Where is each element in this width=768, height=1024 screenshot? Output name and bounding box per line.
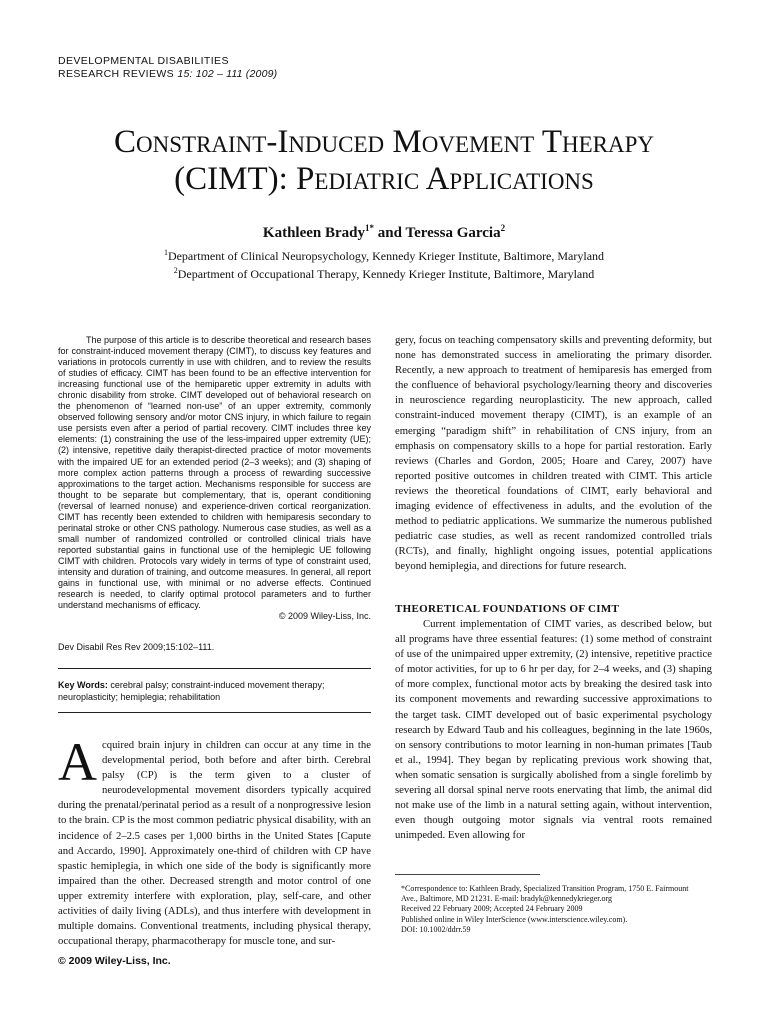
journal-issue: 15: 102 – 111 (2009) [177,68,278,80]
affiliation-1-text: Department of Clinical Neuropsychology, Kennedy Krieger Institute, Baltimore, Maryland [167,249,605,263]
affiliation-1-sup: 1 [163,248,168,257]
footnote-rule [395,874,540,875]
affiliation-2 [0,266,768,282]
journal-name-line1: DEVELOPMENTAL DISABILITIES [58,55,229,67]
section-text: Current implementation of CIMT varies, as described below, but all programs have three essential features: (1) some method of constraint of use of the unimpaired upper extremity, (2) intensive, repetitive practice of motor activities, for up to 6 hr per day, for 2–4 weeks, and (3) shaping of more complex, functional motor acts by breaking the desired task into its component movements and rewarding successive approximations to the target task. CIMT developed out of basic experimental psychology research by Edward Taub and his colleagues, beginning in the late 1960s, on sensory contributions to motor learning in non-human primates [Taub et al., 1994]. They began by replicating previous work showing that, when somatic sensation is surgically abolished from a single forelimb by severing all dorsal spinal nerve roots enervating that limb, the animal did not make use of the limb in a natural setting again, without intervention, even though outgoing motor signals via ventral roots remained unimpeded. Even allowing for [395,618,712,842]
journal-name-part: RESEARCH REVIEWS [58,68,175,80]
section-paragraph [395,617,712,843]
section-heading: THEORETICAL FOUNDATIONS OF CIMT [395,603,620,615]
footnote-line-3: Received 22 February 2009; Accepted 24 February 2009 [401,904,583,914]
affiliation-2-text: Department of Occupational Therapy, Kennedy Krieger Institute, Baltimore, Maryland [177,267,595,281]
keywords-bottom-rule [58,712,371,713]
author-2: Teressa Garcia [405,225,501,241]
footnote-line-1: *Correspondence to: Kathleen Brady, Specialized Transition Program, 1750 E. Fairmount [401,884,689,893]
affiliation-1 [0,248,768,264]
article-title [40,124,728,198]
right-column-text: gery, focus on teaching compensatory skills and preventing deformity, but none has demonstrated success in ameliorating the primary disorder. Recently, a new approach to treatment of hemiparesis has emerged from the confluence of behavioral psychology/learning theory and discoveries in neuroscience regarding neuroplasticity. The new approach, called constraint-induced movement therapy (CIMT), is an example of an emerging “paradigm shift” in rehabilitation of CNS injury, from an emphasis on compensatory skills to a hope for partial restoration. Early reviews (Charles and Gordon, 2005; Hoare and Carey, 2007) have reported positive outcomes in children treated with CIMT. This article reviews the theoretical foundations of CIMT, early behavioral and imaging evidence of effectiveness in adults, and the evolution of the method to pediatric applications. We summarize the numerous published pediatric case studies, as well as recent randomized controlled trials (RCTs), and finally, highlight ongoing issues, potential applications beyond hemiplegia, and directions for future research. [395,334,712,573]
abstract-copyright: © 2009 Wiley-Liss, Inc. [278,611,371,622]
author-1: Kathleen Brady [262,225,366,241]
abstract-text: The purpose of this article is to describe theoretical and research bases for constraint-induced movement therapy (CIMT), to discuss key features and variations in protocols currently in use with children, and to review the results of studies of efficacy. CIMT has been found to be an effective intervention for increasing functional use of the hemiparetic upper extremity in adults with chronic disability from stroke. CIMT developed out of behavioral research on the phenomenon of “learned non-use” of an upper extremity, commonly observed following sensory and/or motor CNS injury, in which failure to regain use persists even after a period of partial recovery. CIMT includes three key elements: (1) constraining the use of the less-impaired upper extremity (UE); (2) intensive, repetitive daily therapist-directed practice of motor movements with the impaired UE for an extended period (2–3 weeks); and (3) shaping of more complex action patterns through a process of rewarding successive approximations to the target action. Mechanisms responsible for success are thought to be separate but complementary, that is, operant conditioning (reversal of learned nonuse) and experience-driven cortical reorganization. CIMT has recently been extended to children with hemiparesis secondary to perinatal stroke or other CNS pathology. Numerous case studies, as well as a small number of randomized controlled or controlled clinical trials have reported substantial gains in functional use of the hemiplegic UE following CIMT with children. Protocols vary widely in terms of type of constraint used, intensity and duration of training, and outcome measures. In general, all report gains in functional use, with minimal or no adverse effects. Continued research is needed, to clarify optimal protocol parameters and to further understand mechanisms of efficacy. [58,335,371,611]
author-conjunction: and [374,225,406,241]
keywords-top-rule [58,668,371,669]
correspondence-footnote [401,884,711,935]
title-line-2: (CIMT): Pediatric Applications [174,161,594,197]
journal-name-line2 [58,68,277,81]
keywords [58,680,371,703]
abstract [58,335,371,622]
intro-text: cquired brain injury in children can occur at any time in the developmental period, both before and after birth. Cerebral palsy (CP) is the term given to a cluster of neurodevelopmental movement disorders typically acquired during the prenatal/perinatal period as a result of a nonprogressive lesion to the brain. CP is the most common pediatric physical disability, with an incidence of 2–2.5 cases per 1,000 births in the United States [Capute and Accardo, 1990]. Approximately one-third of children with CP have spastic hemiplegia, in which one side of the body is significantly more impaired than the other. Decreased strength and motor control of one upper extremity interfere with exploration, play, self-care, and other activities of daily living (ADLs), and thus interfere with development in multiple domains. Conventional treatments, including physical therapy, occupational therapy, pharmacotherapy for muscle tone, and sur- [58,739,371,948]
right-column-paragraph [395,333,712,575]
footnote-line-2: Ave., Baltimore, MD 21231. E-mail: bradyk@kennedykrieger.org [401,894,613,904]
intro-paragraph [58,732,371,949]
keywords-text: cerebral palsy; constraint-induced movement therapy; neuroplasticity; hemiplegia; rehabilitation [58,680,327,702]
title-line-1: Constraint-Induced Movement Therapy [114,124,654,160]
author-1-sup: 1* [365,223,375,233]
footer-copyright: © 2009 Wiley-Liss, Inc. [58,955,171,967]
footnote-line-5: DOI: 10.1002/ddrr.59 [401,924,471,934]
author-list [0,223,768,242]
drop-cap: A [58,732,97,792]
author-2-sup: 2 [500,223,506,233]
footnote-line-4: Published online in Wiley InterScience (www.interscience.wiley.com). [401,914,628,924]
affiliation-2-sup: 2 [173,266,178,275]
abstract-citation: Dev Disabil Res Rev 2009;15:102–111. [58,642,215,652]
keywords-label: Key Words: [58,680,108,690]
journal-header [58,55,277,81]
